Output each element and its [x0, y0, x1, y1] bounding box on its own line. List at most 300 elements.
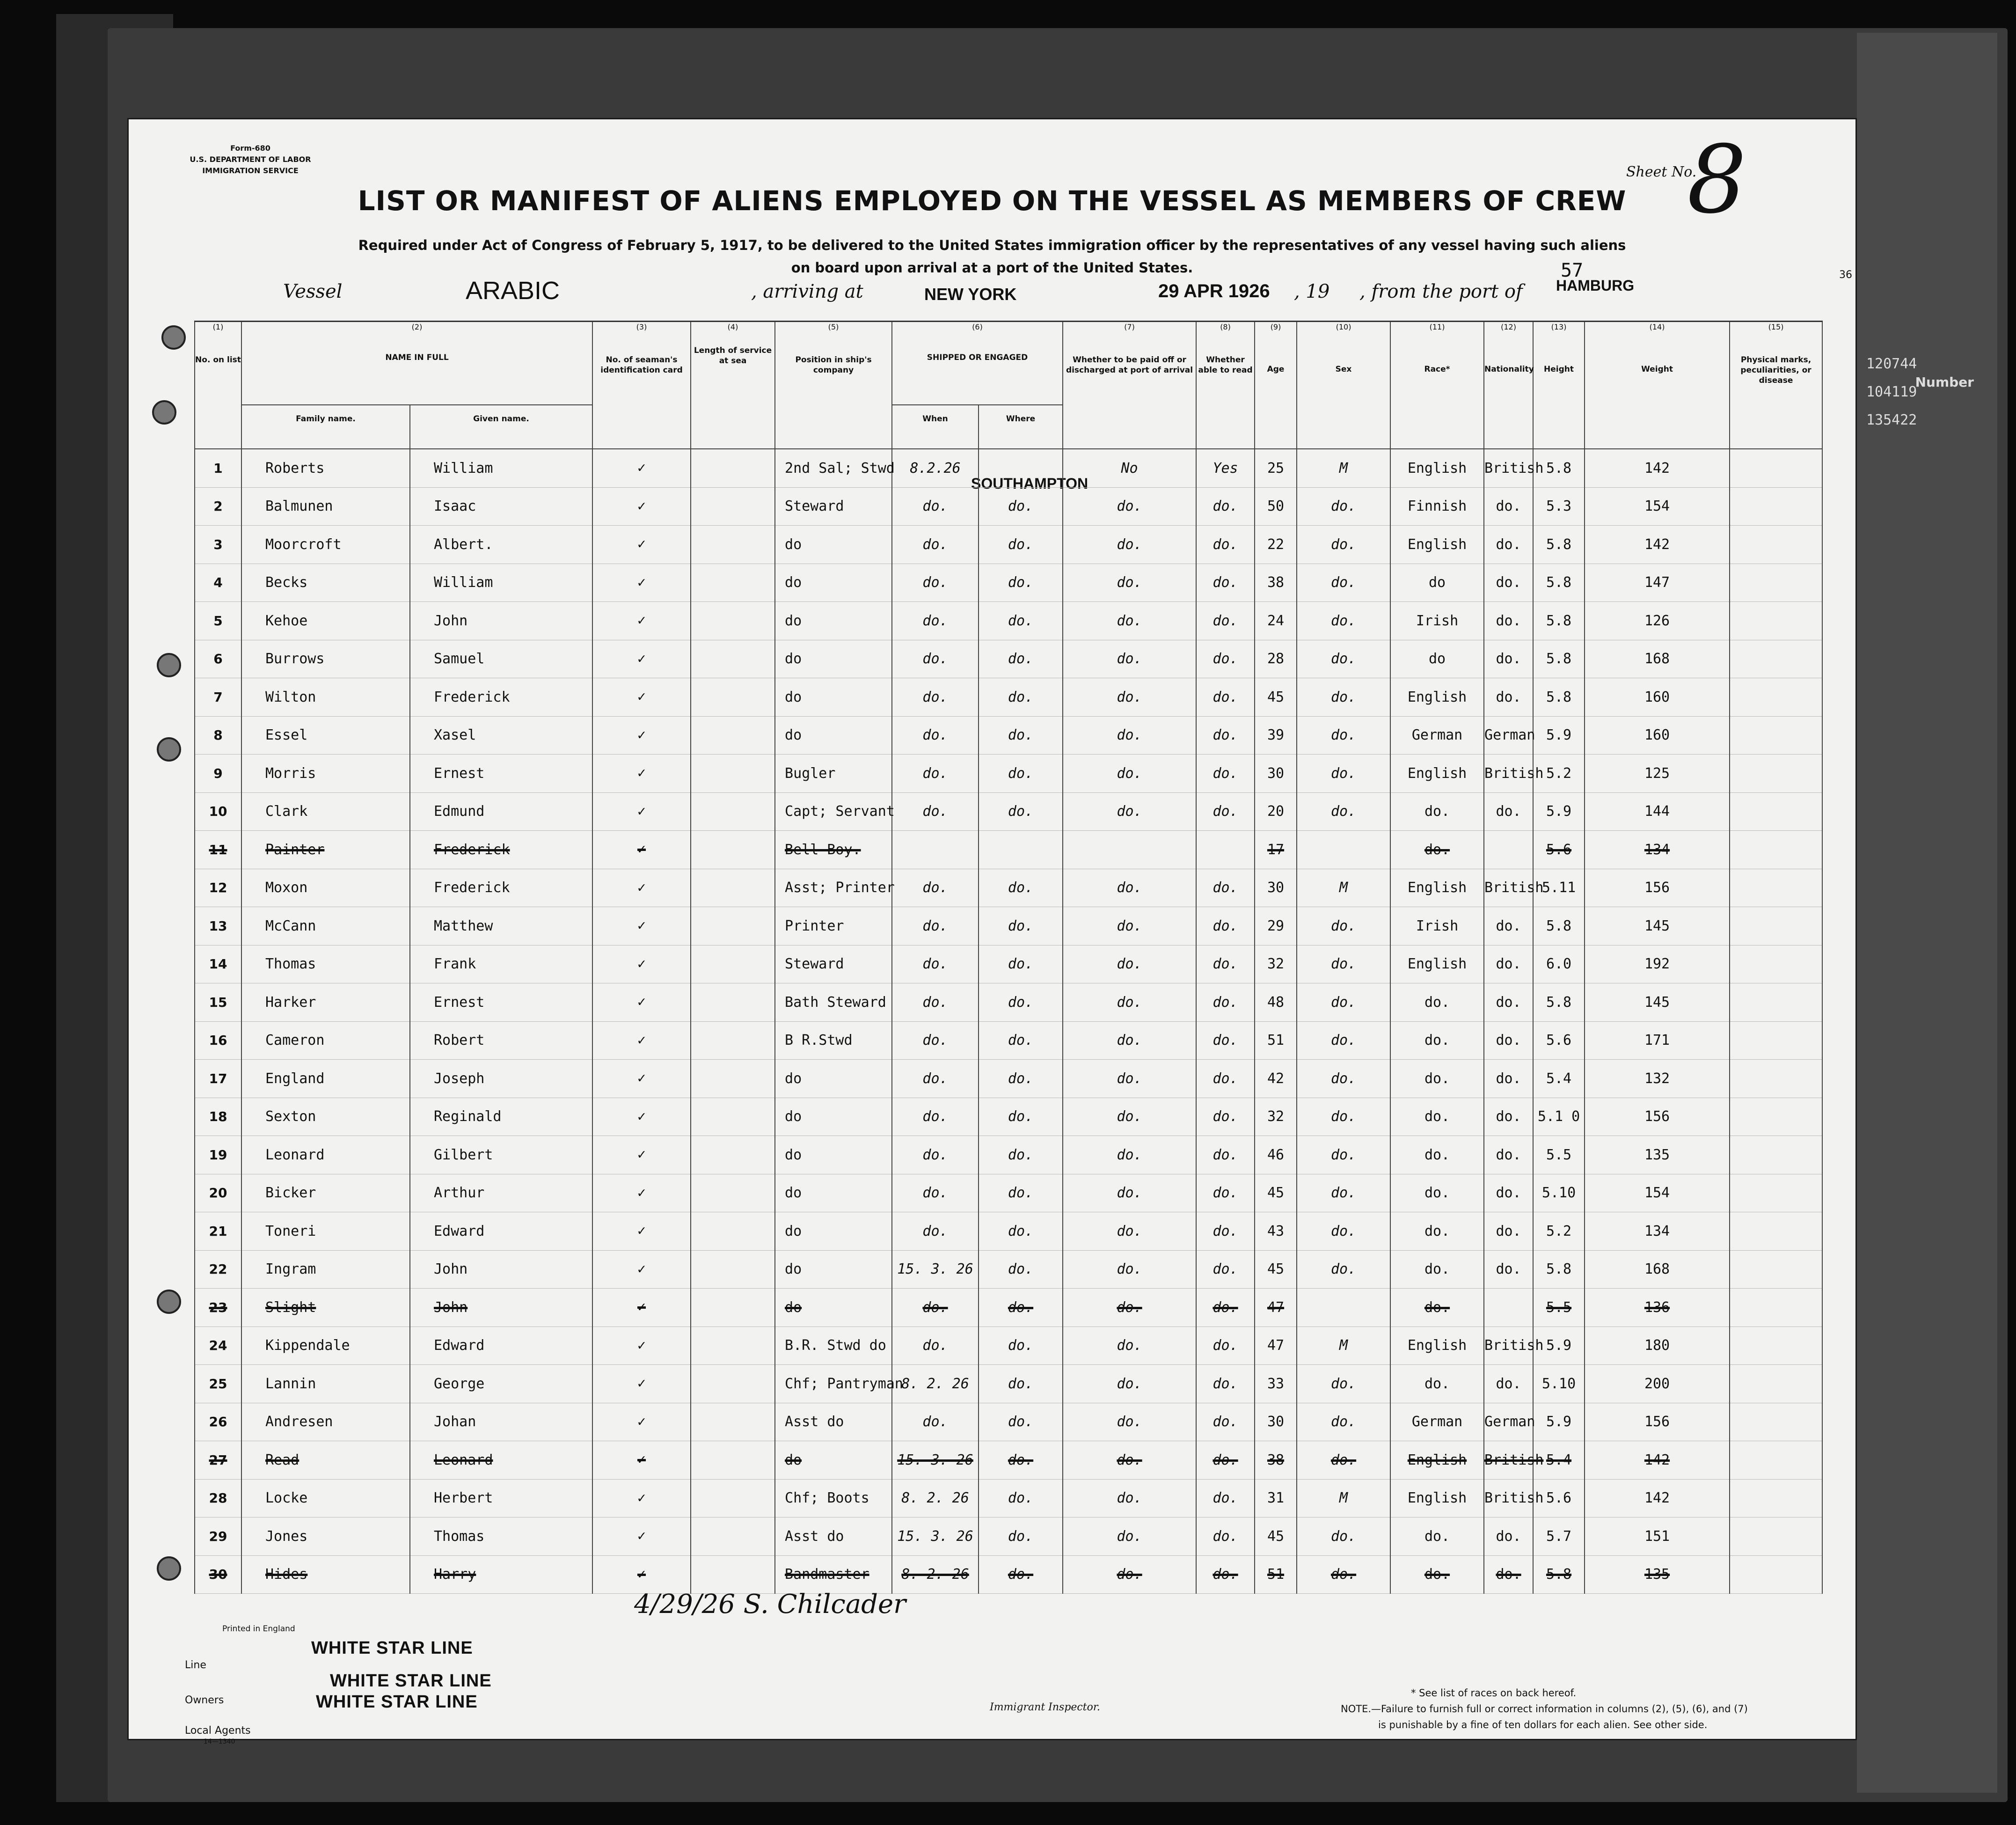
paid-off: do.: [1063, 1212, 1196, 1251]
column-number: (15): [1730, 322, 1822, 337]
race: do.: [1390, 1289, 1484, 1327]
position: B.R. Stwd do: [775, 1327, 892, 1365]
age: 48: [1255, 983, 1297, 1022]
crew-no: 21: [195, 1212, 241, 1251]
height: 5.8: [1533, 1250, 1585, 1289]
column-number: (1): [195, 322, 241, 337]
sex: M: [1297, 449, 1390, 487]
local-agents-label: Local Agents: [185, 1725, 251, 1737]
physical-marks: [1730, 1136, 1822, 1174]
position: Bandmaster: [775, 1555, 892, 1594]
page-subtitle: [302, 234, 1682, 279]
background-page-right: [1857, 33, 1997, 1793]
position: do: [775, 716, 892, 755]
sex: do.: [1297, 526, 1390, 564]
sex: do.: [1297, 1441, 1390, 1480]
position: do: [775, 1250, 892, 1289]
family-name: Ingram: [241, 1250, 410, 1289]
able-read: do.: [1196, 1098, 1255, 1136]
height: 5.7: [1533, 1517, 1585, 1556]
shipped-where: do.: [979, 1555, 1063, 1594]
arrival-port: NEW YORK: [924, 285, 1017, 304]
column-number: (12): [1484, 322, 1533, 337]
height: 5.8: [1533, 449, 1585, 487]
crew-no: 14: [195, 945, 241, 983]
seaman-id-check: ✓: [592, 640, 691, 678]
shipped-when: do.: [892, 907, 979, 945]
header-length-service: Length of service at sea: [691, 336, 775, 449]
given-name: Robert: [410, 1021, 592, 1060]
age: 20: [1255, 792, 1297, 831]
header-where: Where: [979, 405, 1063, 449]
weight: 168: [1585, 1250, 1730, 1289]
nationality: do.: [1484, 526, 1533, 564]
able-read: do.: [1196, 755, 1255, 793]
position: Steward: [775, 487, 892, 526]
height: 5.2: [1533, 1212, 1585, 1251]
crew-row: [195, 1250, 1822, 1289]
height: 5.11: [1533, 869, 1585, 907]
shipped-when: do.: [892, 1021, 979, 1060]
age: 45: [1255, 1517, 1297, 1556]
crew-row: [195, 1060, 1822, 1098]
shipped-where: do.: [979, 1098, 1063, 1136]
seaman-id-check: ✓: [592, 1289, 691, 1327]
weight: 168: [1585, 640, 1730, 678]
family-name: Balmunen: [241, 487, 410, 526]
crew-row: [195, 1441, 1822, 1480]
physical-marks: [1730, 1327, 1822, 1365]
paid-off: do.: [1063, 1555, 1196, 1594]
family-name: Sexton: [241, 1098, 410, 1136]
shipped-where-stamp: SOUTHAMPTON: [971, 475, 1088, 492]
family-name: Moxon: [241, 869, 410, 907]
able-read: do.: [1196, 526, 1255, 564]
crew-row: [195, 678, 1822, 717]
crew-row: [195, 1212, 1822, 1251]
age: 43: [1255, 1212, 1297, 1251]
position: Asst do: [775, 1403, 892, 1441]
right-number-header: Number: [1915, 374, 1974, 390]
shipped-when: do.: [892, 945, 979, 983]
shipped-when: do.: [892, 640, 979, 678]
family-name: Roberts: [241, 449, 410, 487]
shipped-where: do.: [979, 869, 1063, 907]
form-header: [185, 143, 316, 176]
sheet-number-label: Sheet No.: [1626, 164, 1697, 180]
crew-row: [195, 945, 1822, 983]
height: 5.5: [1533, 1136, 1585, 1174]
physical-marks: [1730, 640, 1822, 678]
crew-manifest-table: [194, 321, 1823, 1594]
shipped-where: do.: [979, 1136, 1063, 1174]
header-when: When: [892, 405, 979, 449]
given-name: Joseph: [410, 1060, 592, 1098]
header-row: [195, 336, 1822, 405]
crew-no: 28: [195, 1479, 241, 1517]
nationality: German: [1484, 1403, 1533, 1441]
shipped-when: do.: [892, 1174, 979, 1212]
race: English: [1390, 1479, 1484, 1517]
seaman-id-check: ✓: [592, 1098, 691, 1136]
sex: do.: [1297, 1403, 1390, 1441]
given-name: Harry: [410, 1555, 592, 1594]
seaman-id-check: ✓: [592, 1136, 691, 1174]
race: do.: [1390, 1021, 1484, 1060]
column-number: (6): [892, 322, 1063, 337]
nationality: do.: [1484, 678, 1533, 717]
seaman-id-check: ✓: [592, 945, 691, 983]
weight: 154: [1585, 1174, 1730, 1212]
height: 5.9: [1533, 792, 1585, 831]
height: 5.8: [1533, 564, 1585, 602]
crew-row: [195, 640, 1822, 678]
length-service: [691, 602, 775, 640]
given-name: John: [410, 602, 592, 640]
nationality: British: [1484, 1441, 1533, 1480]
nationality: British: [1484, 449, 1533, 487]
given-name: Frederick: [410, 831, 592, 869]
header-able-read: Whether able to read: [1196, 336, 1255, 449]
age: 46: [1255, 1136, 1297, 1174]
sex: do.: [1297, 640, 1390, 678]
able-read: do.: [1196, 1060, 1255, 1098]
given-name: George: [410, 1365, 592, 1403]
crew-no: 17: [195, 1060, 241, 1098]
seaman-id-check: ✓: [592, 755, 691, 793]
paid-off: do.: [1063, 564, 1196, 602]
inspector-signature: 4/29/26 S. Chilcader: [634, 1589, 906, 1620]
able-read: do.: [1196, 1555, 1255, 1594]
line-label: Line: [185, 1659, 206, 1671]
column-number: (5): [775, 322, 892, 337]
given-name: John: [410, 1250, 592, 1289]
paid-off: do.: [1063, 487, 1196, 526]
physical-marks: [1730, 907, 1822, 945]
shipped-where: do.: [979, 792, 1063, 831]
height: 5.9: [1533, 716, 1585, 755]
crew-row: [195, 1098, 1822, 1136]
able-read: do.: [1196, 1212, 1255, 1251]
crew-no: 20: [195, 1174, 241, 1212]
right-number-list: [1866, 356, 1988, 440]
able-read: do.: [1196, 1365, 1255, 1403]
length-service: [691, 1365, 775, 1403]
header-weight: Weight: [1585, 336, 1730, 449]
race: English: [1390, 449, 1484, 487]
shipped-when: 15. 3. 26: [892, 1441, 979, 1480]
nationality: do.: [1484, 1365, 1533, 1403]
weight: 134: [1585, 1212, 1730, 1251]
race: do.: [1390, 1136, 1484, 1174]
seaman-id-check: ✓: [592, 1555, 691, 1594]
race: Irish: [1390, 907, 1484, 945]
sex: do.: [1297, 755, 1390, 793]
length-service: [691, 945, 775, 983]
sex: do.: [1297, 1136, 1390, 1174]
sex: do.: [1297, 907, 1390, 945]
shipped-where: do.: [979, 487, 1063, 526]
nationality: British: [1484, 755, 1533, 793]
weight: 154: [1585, 487, 1730, 526]
length-service: [691, 1517, 775, 1556]
shipped-where: do.: [979, 602, 1063, 640]
sex: M: [1297, 869, 1390, 907]
able-read: do.: [1196, 945, 1255, 983]
column-number: (11): [1390, 322, 1484, 337]
paid-off: do.: [1063, 755, 1196, 793]
race: do.: [1390, 1517, 1484, 1556]
crew-row: [195, 907, 1822, 945]
header-given-name: Given name.: [410, 405, 592, 449]
paid-off: do.: [1063, 1250, 1196, 1289]
position: Printer: [775, 907, 892, 945]
crew-row: [195, 602, 1822, 640]
paid-off: [1063, 831, 1196, 869]
weight: 134: [1585, 831, 1730, 869]
sex: do.: [1297, 1060, 1390, 1098]
crew-no: 3: [195, 526, 241, 564]
family-name: Bicker: [241, 1174, 410, 1212]
crew-no: 27: [195, 1441, 241, 1480]
column-number: (10): [1297, 322, 1390, 337]
age: 45: [1255, 1174, 1297, 1212]
age: 28: [1255, 640, 1297, 678]
length-service: [691, 1289, 775, 1327]
nationality: do.: [1484, 1098, 1533, 1136]
nationality: [1484, 1289, 1533, 1327]
able-read: do.: [1196, 1021, 1255, 1060]
length-service: [691, 1327, 775, 1365]
given-name: Herbert: [410, 1479, 592, 1517]
physical-marks: [1730, 831, 1822, 869]
family-name: McCann: [241, 907, 410, 945]
able-read: do.: [1196, 907, 1255, 945]
weight: 160: [1585, 716, 1730, 755]
paid-off: do.: [1063, 1098, 1196, 1136]
length-service: [691, 907, 775, 945]
nationality: [1484, 831, 1533, 869]
height: 5.5: [1533, 1289, 1585, 1327]
race: Finnish: [1390, 487, 1484, 526]
position: do: [775, 1441, 892, 1480]
given-name: Frank: [410, 945, 592, 983]
header-position: Position in ship's company: [775, 336, 892, 449]
position: Capt; Servant: [775, 792, 892, 831]
shipped-when: 8.2.26: [892, 449, 979, 487]
position: Bell Boy.: [775, 831, 892, 869]
header-no-on-list: No. on list: [195, 336, 241, 449]
height: 5.8: [1533, 907, 1585, 945]
age: 50: [1255, 487, 1297, 526]
paid-off: do.: [1063, 526, 1196, 564]
nationality: do.: [1484, 983, 1533, 1022]
weight: 135: [1585, 1555, 1730, 1594]
nationality: do.: [1484, 1555, 1533, 1594]
nationality: British: [1484, 1479, 1533, 1517]
paid-off: do.: [1063, 983, 1196, 1022]
weight: 132: [1585, 1060, 1730, 1098]
shipped-where: do.: [979, 526, 1063, 564]
weight: 180: [1585, 1327, 1730, 1365]
length-service: [691, 983, 775, 1022]
crew-no: 12: [195, 869, 241, 907]
column-number: (7): [1063, 322, 1196, 337]
crew-row: [195, 564, 1822, 602]
crew-no: 1: [195, 449, 241, 487]
binder-hole: [157, 1290, 181, 1314]
printed-in: Printed in England: [222, 1624, 295, 1634]
crew-row: [195, 755, 1822, 793]
weight: 126: [1585, 602, 1730, 640]
length-service: [691, 1212, 775, 1251]
given-name: Leonard: [410, 1441, 592, 1480]
family-name: Becks: [241, 564, 410, 602]
family-name: Harker: [241, 983, 410, 1022]
form-number: Form-680: [230, 144, 270, 153]
seaman-id-check: ✓: [592, 1517, 691, 1556]
race: English: [1390, 945, 1484, 983]
physical-marks: [1730, 716, 1822, 755]
given-name: Edward: [410, 1327, 592, 1365]
seaman-id-check: ✓: [592, 1365, 691, 1403]
physical-marks: [1730, 1289, 1822, 1327]
seaman-id-check: ✓: [592, 1021, 691, 1060]
header-age: Age: [1255, 336, 1297, 449]
able-read: do.: [1196, 1289, 1255, 1327]
family-name: Leonard: [241, 1136, 410, 1174]
position: Chf; Pantryman: [775, 1365, 892, 1403]
given-name: Matthew: [410, 907, 592, 945]
height: 5.8: [1533, 526, 1585, 564]
sex: do.: [1297, 1174, 1390, 1212]
family-name: Moorcroft: [241, 526, 410, 564]
race: do.: [1390, 1250, 1484, 1289]
weight: 142: [1585, 1479, 1730, 1517]
nationality: do.: [1484, 1060, 1533, 1098]
height: 5.6: [1533, 831, 1585, 869]
family-name: Lannin: [241, 1365, 410, 1403]
age: 22: [1255, 526, 1297, 564]
crew-row: [195, 1403, 1822, 1441]
shipped-where: do.: [979, 1365, 1063, 1403]
weight: 125: [1585, 755, 1730, 793]
shipped-when: do.: [892, 678, 979, 717]
able-read: do.: [1196, 1327, 1255, 1365]
subtitle-line: Required under Act of Congress of February 5, 1917, to be delivered to the United States immigration officer by the representatives of any vessel having such aliens: [358, 237, 1626, 253]
weight: 142: [1585, 526, 1730, 564]
able-read: do.: [1196, 1136, 1255, 1174]
crew-rows: [195, 449, 1822, 1594]
nationality: do.: [1484, 1174, 1533, 1212]
column-number: (2): [241, 322, 592, 337]
paid-off: do.: [1063, 640, 1196, 678]
physical-marks: [1730, 1098, 1822, 1136]
manifest-sheet: [129, 119, 1855, 1745]
service-name: IMMIGRATION SERVICE: [202, 166, 299, 175]
age: 33: [1255, 1365, 1297, 1403]
crew-row: [195, 449, 1822, 487]
weight: 156: [1585, 869, 1730, 907]
given-name: Thomas: [410, 1517, 592, 1556]
nationality: do.: [1484, 1136, 1533, 1174]
paid-off: do.: [1063, 869, 1196, 907]
physical-marks: [1730, 487, 1822, 526]
given-name: Edward: [410, 1212, 592, 1251]
header-sex: Sex: [1297, 336, 1390, 449]
physical-marks: [1730, 1555, 1822, 1594]
header-family-name: Family name.: [241, 405, 410, 449]
physical-marks: [1730, 564, 1822, 602]
family-name: Clark: [241, 792, 410, 831]
vessel-label: Vessel: [283, 281, 343, 302]
position: do: [775, 678, 892, 717]
crew-no: 13: [195, 907, 241, 945]
crew-row: [195, 1327, 1822, 1365]
family-name: Toneri: [241, 1212, 410, 1251]
sex: do.: [1297, 678, 1390, 717]
sex: [1297, 1289, 1390, 1327]
height: 5.8: [1533, 983, 1585, 1022]
length-service: [691, 716, 775, 755]
able-read: do.: [1196, 640, 1255, 678]
nationality: do.: [1484, 1021, 1533, 1060]
shipped-when: do.: [892, 792, 979, 831]
length-service: [691, 449, 775, 487]
seaman-id-check: ✓: [592, 716, 691, 755]
nationality: do.: [1484, 564, 1533, 602]
race: do.: [1390, 1212, 1484, 1251]
able-read: do.: [1196, 716, 1255, 755]
race: do.: [1390, 1555, 1484, 1594]
able-read: do.: [1196, 1403, 1255, 1441]
sheet-sub-number-2: 36: [1839, 269, 1852, 281]
family-name: Thomas: [241, 945, 410, 983]
able-read: do.: [1196, 1250, 1255, 1289]
shipped-where: do.: [979, 1174, 1063, 1212]
shipped-where: do.: [979, 564, 1063, 602]
height: 5.8: [1533, 602, 1585, 640]
able-read: do.: [1196, 1479, 1255, 1517]
age: 30: [1255, 869, 1297, 907]
physical-marks: [1730, 1021, 1822, 1060]
crew-row: [195, 1289, 1822, 1327]
paid-off: do.: [1063, 1403, 1196, 1441]
physical-marks: [1730, 1403, 1822, 1441]
race: do: [1390, 564, 1484, 602]
sex: do.: [1297, 1365, 1390, 1403]
seaman-id-check: ✓: [592, 831, 691, 869]
length-service: [691, 755, 775, 793]
age: 30: [1255, 1403, 1297, 1441]
race: German: [1390, 716, 1484, 755]
header-race: Race*: [1390, 336, 1484, 449]
length-service: [691, 831, 775, 869]
header-seaman-id: No. of seaman's identification card: [592, 336, 691, 449]
paid-off: do.: [1063, 1289, 1196, 1327]
weight: 200: [1585, 1365, 1730, 1403]
length-service: [691, 1136, 775, 1174]
position: do: [775, 564, 892, 602]
crew-row: [195, 1174, 1822, 1212]
physical-marks: [1730, 1174, 1822, 1212]
paid-off: No: [1063, 449, 1196, 487]
length-service: [691, 1060, 775, 1098]
seaman-id-check: ✓: [592, 1060, 691, 1098]
subtitle-line: on board upon arrival at a port of the United States.: [791, 260, 1193, 276]
crew-no: 10: [195, 792, 241, 831]
shipped-when: do.: [892, 1136, 979, 1174]
